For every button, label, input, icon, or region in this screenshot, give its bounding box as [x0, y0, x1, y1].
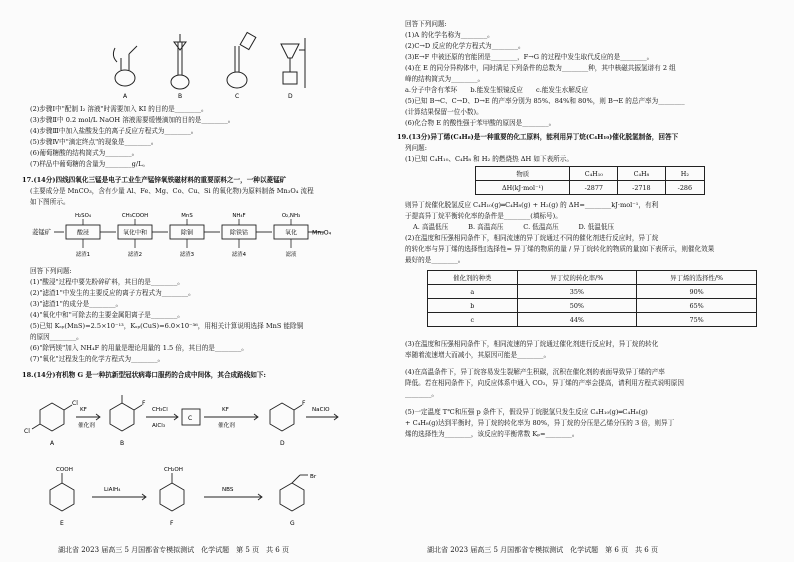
q19-heading-line: (1)已知 C₄H₁₀、C₄H₈ 和 H₂ 的燃烧热 ΔH 如下表所示。 [405, 155, 573, 163]
flow-reagent: NH₄F [232, 213, 246, 219]
q19-line: (2)在温度和压强相同条件下，相同流速的异丁烷通过不同的催化剂进行反应时，异丁烷 [405, 234, 659, 242]
scheme-ch2oh: CH₂OH [164, 467, 183, 473]
table2-header: 催化剂的种类 [428, 271, 518, 285]
flow-step-label: 酸浸 [76, 229, 90, 237]
q16-line: (6)葡萄糖酸的结构简式为________。 [30, 149, 139, 157]
table1-header: C₄H₁₀ [570, 167, 618, 181]
table2-cell: 50% [517, 299, 637, 313]
q19-line: + C₄H₈(g)达到平衡时，异丁烷的转化率为 80%，异丁烷的分压是乙烯分压的 3 倍，则异丁 [405, 419, 675, 427]
apparatus-c-icon [227, 32, 256, 88]
q17-line: (5)已知 Kₛₚ(MnS)=2.5×10⁻¹³，Kₛₚ(CuS)=6.0×10⁻³⁶，用相关计算说明选择 MnS 能除铜 [30, 322, 304, 330]
process-flow-chart [30, 210, 380, 262]
flow-step-label: 氧化 [284, 229, 298, 237]
q18-line: (1)A 的化学名称为________。 [405, 31, 494, 39]
scheme-label: F [170, 520, 174, 527]
scheme-label: A [50, 440, 55, 447]
table2-cell: 75% [637, 313, 757, 327]
scheme-r5-reagent: NBS [222, 487, 234, 493]
table1-cell: -2877 [570, 181, 618, 195]
flow-step-label: 除铁钴 [229, 229, 249, 237]
apparatus-label: B [178, 93, 183, 100]
apparatus-b-icon [171, 34, 189, 89]
flow-residue: 滤渣1 [75, 252, 91, 258]
flow-residue: 滤渣4 [231, 252, 247, 258]
q18-heading: 18.(14分)有机物 G 是一种抗新型冠状病毒口服药的合成中间体，其合成路线如下: [22, 371, 266, 379]
q16-line: (5)步骤Ⅳ中"滴定终点"的现象是________。 [30, 138, 158, 146]
q18-line: 回答下列问题: [405, 20, 447, 28]
table2-cell: 65% [637, 299, 757, 313]
scheme-atom-cl: Cl [72, 400, 78, 407]
table2-cell: 44% [517, 313, 637, 327]
flow-start: 菱锰矿 [32, 228, 52, 236]
q18-line: (4)在 E 的同分异构体中，同时满足下列条件的总数为________种，其中核磁共振氢谱有 2 组 [405, 64, 676, 72]
apparatus-label: D [288, 93, 293, 100]
table1-cell: -286 [665, 181, 704, 195]
table1-header: 物质 [476, 167, 570, 181]
apparatus-label: A [123, 93, 128, 100]
q16-line: (7)样品中葡萄糖的含量为________g/L。 [30, 160, 150, 168]
table1-cell: -2718 [618, 181, 666, 195]
flow-reagent: O₂,NH₃ [281, 213, 301, 219]
q19-line: 率随着流速增大而减小，其原因可能是________。 [405, 351, 551, 359]
apparatus-d-icon [281, 38, 305, 88]
q16-line: (4)步骤Ⅲ中加入盐酸发生的离子反应方程式为________。 [30, 127, 198, 135]
q16-line: (2)步骤Ⅰ中"配制 I₂ 溶液"时需要加入 KI 的目的是________。 [30, 105, 208, 113]
q17-heading-line: 如下图所示。 [30, 198, 70, 206]
right-column [397, 0, 794, 562]
scheme-r1-reagent: CH₃Cl [152, 407, 168, 413]
scheme-kf-bottom: 催化剂 [78, 423, 95, 429]
combustion-heat-table [475, 166, 705, 195]
table1-header: C₄H₈ [618, 167, 666, 181]
table2-header: 异丁烷的转化率/% [517, 271, 637, 285]
flow-reagent: MnS [181, 213, 193, 219]
scheme-r4-reagent: LiAlH₄ [104, 487, 121, 493]
q19-line: 烯的选择性为________，该反应的平衡常数 Kₚ=________。 [405, 430, 579, 438]
q17-heading: 17.(14分)四线四氧化三锰是电子工业生产锰锌氧铁磁材料的重要原料之一，一种以菱锰矿 [22, 176, 287, 184]
q18-line: 峰的结构简式为________。 [405, 75, 485, 83]
flow-step-label: 除铜 [180, 229, 194, 237]
scheme-r3-reagent: NaClO [312, 407, 330, 413]
q17-line: (4)"氧化中和"可除去的主要金属阳离子是________。 [30, 311, 184, 319]
flow-reagent: H₂SO₄ [74, 213, 92, 219]
q19-line: (4)在高温条件下，异丁烷容易发生裂解产生积碳，沉积在催化剂的表面导致异丁烯的产率 [405, 368, 665, 376]
scheme-atom-cl: Cl [24, 428, 30, 435]
q17-line: (1)"酸浸"过程中要先粉碎矿料，其目的是________。 [30, 278, 184, 286]
q16-line: (3)步骤Ⅱ中 0.2 mol/L NaOH 溶液需要缓慢滴加的目的是________。 [30, 116, 235, 124]
table2-cell: 35% [517, 285, 637, 299]
q19-line: 的转化率与异丁烯的选择性[选择性= 异丁烯的物质的量 / 异丁烷转化的物质的量]如下表所示，则催化效果 [405, 245, 715, 253]
scheme-atom-f: F [142, 400, 146, 407]
q19-line: ________。 [405, 390, 438, 398]
scheme-label: G [290, 520, 295, 527]
q17-heading-line: (主要成分是 MnCO₃，含有少量 Al、Fe、Mg、Co、Cu、Si 的氧化物)为原料制备 Mn₃O₄ 流程 [30, 187, 314, 195]
scheme-br: Br [310, 474, 317, 480]
synthesis-scheme [22, 383, 382, 535]
page-footer-left: 湖北省 2023 届高三 5 月国都省专模拟测试 化学试题 第 5 页 共 6 页 [58, 546, 289, 554]
q17-line: (3)"滤渣1"的成分是________。 [30, 300, 123, 308]
q18-line: (计算结果保留一位小数)。 [405, 108, 483, 116]
q18-line: (3)E→F 中被还原的官能团是________，F→G 的过程中发生取代反应的是________。 [405, 53, 654, 61]
scheme-label: B [120, 440, 125, 447]
q19-heading-line: 列问题: [405, 144, 428, 152]
scheme-r2-reagent: KF [222, 407, 229, 413]
q19-line: 则异丁烷催化脱氢反应 C₄H₁₀(g)═C₄H₈(g) + H₂(g) 的 ΔH=________kJ·mol⁻¹，有利 [405, 201, 659, 209]
flow-product: Mn₃O₄ [312, 229, 332, 237]
table2-cell: c [428, 313, 518, 327]
q17-line: 回答下列问题: [30, 267, 72, 275]
scheme-r2-cond: 催化剂 [218, 423, 235, 429]
flow-reagent: CH₃COOH [121, 213, 149, 219]
q19-heading: 19.(13分)异丁烯(C₄H₈)是一种重要的化工原料，能利用异丁烷(C₄H₁₀)催化脱氢制备，回答下 [397, 133, 679, 141]
q18-line: a.分子中含有苯环 b.能发生银镜反应 c.能发生水解反应 [405, 86, 588, 94]
flow-residue: 滤渣2 [127, 252, 143, 258]
q19-line: 于提高异丁烷平衡转化率的条件是________(填标号)。 [405, 212, 562, 220]
scheme-kf-top: KF [80, 407, 87, 413]
table1-row-label: ΔH(kJ·mol⁻¹) [476, 181, 570, 195]
q19-options: A. 高温低压 B. 高温高压 C. 低温高压 D. 低温低压 [413, 223, 615, 231]
table2-cell: 90% [637, 285, 757, 299]
q19-line: 最好的是________。 [405, 256, 465, 264]
q18-line: (2)C→D 反应的化学方程式为________。 [405, 42, 525, 50]
table2-header: 异丁烯的选择性/% [637, 271, 757, 285]
page-footer-right: 湖北省 2023 届高三 5 月国都省专模拟测试 化学试题 第 6 页 共 6 页 [427, 546, 658, 554]
scheme-cooh: COOH [56, 467, 73, 473]
flow-residue: 滤液 [285, 252, 297, 258]
q19-line: 降低。若在相同条件下，向反应体系中通入 CO₂，异丁烯的产率会提高，请利用方程式说明原因 [405, 379, 684, 387]
q18-line: (5)已知 B→C、C→D、D→E 的产率分别为 85%、84%和 80%，则 B→E 的总产率为________ [405, 97, 685, 105]
q19-line: (5)一定温度 T℃和压强 p 条件下，假设异丁烷脱氢只发生反应 C₄H₁₀(g)═C₄H₈(g) [405, 408, 648, 416]
scheme-r1-cond: AlCl₃ [152, 423, 166, 429]
q17-line: (7)"氧化"过程发生的化学方程式为________。 [30, 355, 165, 363]
catalyst-table [427, 270, 757, 327]
scheme-label: D [280, 440, 285, 447]
q19-line: (3)在温度和压强相同条件下，相同流速的异丁烷通过催化剂进行反应时，异丁烷的转化 [405, 340, 659, 348]
scheme-atom-f: F [302, 400, 306, 407]
table2-cell: b [428, 299, 518, 313]
q17-line: 的原因________。 [30, 333, 83, 341]
apparatus-figure [95, 28, 315, 100]
q17-line: (2)"滤渣1"中发生的主要反应的离子方程式为________。 [30, 289, 195, 297]
apparatus-a-icon [113, 46, 137, 86]
flow-step-label: 氧化中和 [122, 229, 148, 237]
q17-line: (6)"除钙镁"加入 NH₄F 的用量是理论用量的 1.5 倍，其目的是________。 [30, 344, 248, 352]
table1-header: H₂ [665, 167, 704, 181]
table2-cell: a [428, 285, 518, 299]
apparatus-label: C [235, 93, 240, 100]
scheme-label: E [60, 520, 64, 527]
flow-residue: 滤渣3 [179, 252, 195, 258]
scheme-box-label: C [188, 415, 193, 422]
q18-line: (6)化合物 E 的酸性强于苯甲酸的原因是________。 [405, 119, 556, 127]
